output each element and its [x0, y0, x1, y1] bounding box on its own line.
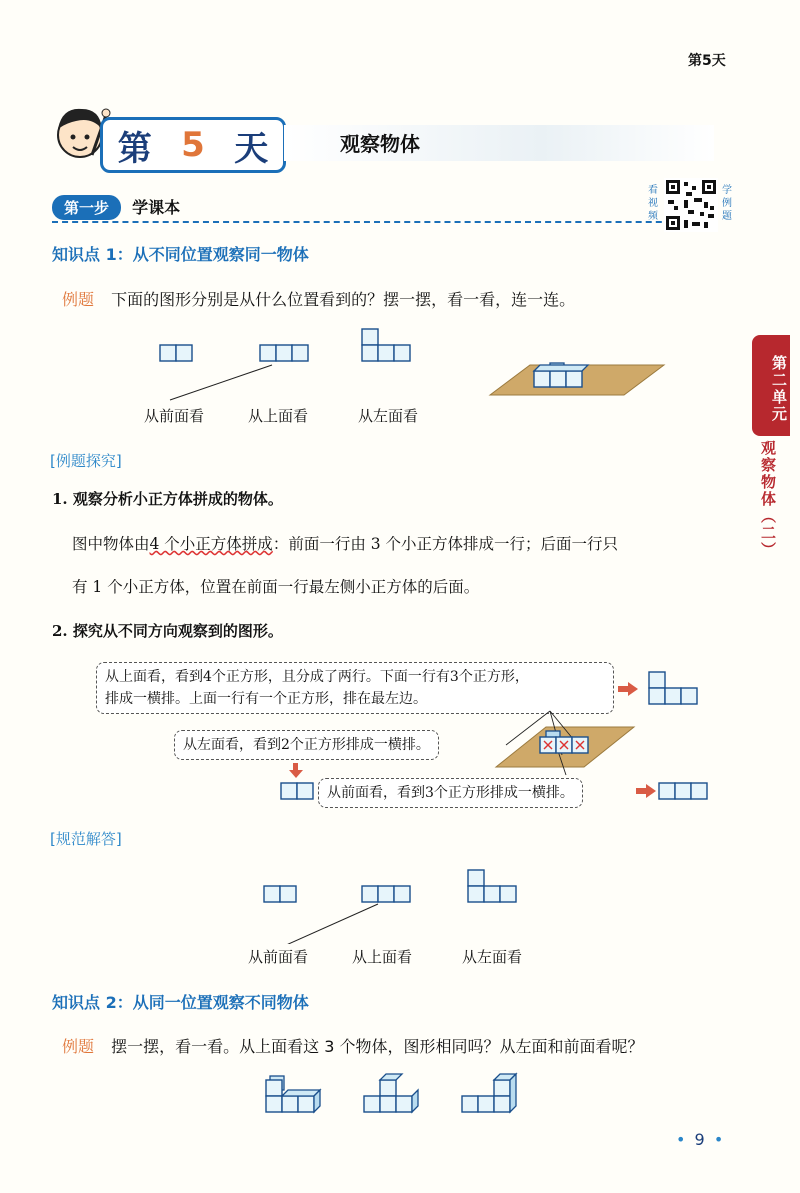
title-prefix: 第 — [117, 128, 152, 169]
bubble-left-view: 从左面看，看到2个正方形排成一横排。 — [174, 730, 439, 760]
title-number-box — [100, 117, 286, 173]
kp2-title: 知识点 2：从同一位置观察不同物体 — [52, 993, 309, 1012]
sidebar-topic: 观察物体（二） — [759, 440, 777, 559]
bubble-top-view: 从上面看，看到4个正方形，且分成了两行。下面一行有3个正方形， 排成一横排。上面一行有一个正方形，排在最左边。 — [96, 662, 614, 714]
header-day-label: 第5天 — [688, 53, 726, 69]
kp2-objects — [260, 1070, 560, 1130]
kp1-view-label-left: 从左面看 — [358, 407, 419, 425]
kp1-title: 知识点 1：从不同位置观察同一物体 — [52, 245, 309, 264]
step-row — [52, 195, 692, 223]
view-three-squares — [260, 345, 308, 361]
dot-icon: • — [676, 1130, 686, 1149]
front-view-shape — [658, 781, 714, 803]
match-line — [170, 365, 272, 400]
dot-icon: • — [713, 1130, 724, 1149]
view-two-squares — [160, 345, 192, 361]
object-a — [266, 1076, 320, 1112]
object-c — [462, 1074, 516, 1112]
answer-figures — [250, 864, 650, 944]
bubble-front-view: 从前面看，看到3个正方形排成一横排。 — [318, 778, 583, 808]
step-badge: 第一步 — [52, 195, 121, 220]
answer-view-label-left: 从左面看 — [462, 948, 523, 966]
answer-view-label-top: 从上面看 — [352, 948, 413, 966]
arrow-down-icon — [289, 770, 303, 778]
view-l-shape — [362, 329, 410, 361]
kp1-example — [62, 287, 575, 310]
qr-block — [648, 178, 738, 234]
kp1-view-label-top: 从上面看 — [248, 407, 309, 425]
answer-match-line — [284, 904, 378, 944]
title-suffix: 天 — [234, 128, 269, 169]
top-view-shape — [648, 670, 708, 710]
arrow-front-icon — [646, 784, 656, 798]
kp1-question: 下面的图形分别是从什么位置看到的？摆一摆，看一看，连一连。 — [111, 290, 576, 309]
answer-view-label-front: 从前面看 — [248, 948, 309, 966]
kp2-question: 摆一摆，看一看。从上面看这 3 个物体，图形相同吗？从左面和前面看呢？ — [111, 1037, 644, 1056]
answer-tag: [规范解答] — [50, 830, 122, 848]
explore-tag: [例题探究] — [50, 452, 122, 470]
title-banner — [48, 95, 748, 175]
kp2-example — [62, 1034, 643, 1057]
left-view-shape — [280, 781, 320, 803]
kp2-example-tag: 例题 — [62, 1037, 95, 1056]
qr-right-text: 学例题 — [722, 185, 732, 222]
sidebar-unit-tab: 第二单元 — [752, 335, 790, 436]
page-number: • 9 • — [676, 1130, 724, 1149]
title-number: 5 — [181, 125, 205, 165]
highlight-wavy: 4 个小正方体拼成 — [149, 535, 273, 553]
step-label: 学课本 — [132, 198, 181, 217]
title-topic: 观察物体 — [340, 132, 420, 156]
kp1-view-label-front: 从前面看 — [144, 407, 205, 425]
object-b — [364, 1074, 418, 1112]
explore-p2-title: 2. 探究从不同方向观察到的图形。 — [52, 622, 283, 640]
qr-left-text: 看视频 — [648, 185, 658, 222]
explore-object — [486, 705, 646, 785]
explore-p1-line1: 图中物体由4 个小正方体拼成：前面一行由 3 个小正方体排成一行；后面一行只 — [72, 535, 619, 553]
object-on-mat — [490, 363, 664, 395]
arrow-top-shaft — [618, 686, 630, 692]
explore-p1-line2: 有 1 个小正方体，位置在前面一行最左侧小正方体的后面。 — [72, 578, 480, 596]
explore-p1-title: 1. 观察分析小正方体拼成的物体。 — [52, 490, 283, 508]
qr-code-icon — [664, 178, 718, 232]
kp1-example-tag: 例题 — [62, 290, 95, 309]
